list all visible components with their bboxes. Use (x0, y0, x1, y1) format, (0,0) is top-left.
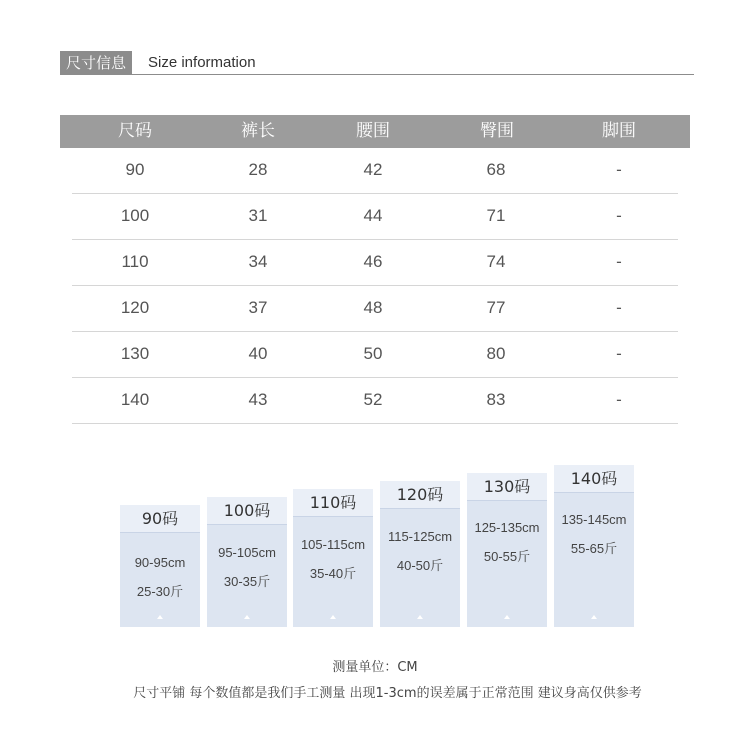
cell-ankle: - (616, 344, 622, 363)
size-card (467, 473, 547, 627)
cell-length: 40 (248, 344, 268, 363)
table-row (72, 148, 678, 194)
cell-size: 100 (120, 206, 150, 225)
cell-length: 28 (248, 160, 268, 179)
cell-ankle: - (616, 160, 622, 179)
table-row (72, 378, 678, 424)
cell-size: 110 (121, 252, 149, 271)
cell-waist: 52 (363, 390, 383, 409)
card-size-label: 140码 (554, 465, 634, 493)
cell-waist: 44 (363, 206, 383, 225)
cell-hip: 80 (486, 344, 506, 363)
section-tag: 尺寸信息 (60, 51, 132, 75)
table-row (72, 240, 678, 286)
card-height: 115-125cm (387, 529, 453, 544)
cell-length: 37 (248, 298, 268, 317)
card-size-label: 120码 (380, 481, 460, 509)
measurement-note: 尺寸平铺 每个数值都是我们手工测量 出现1-3cm的误差属于正常范围 建议身高仅供参考 (133, 686, 642, 701)
size-card (380, 481, 460, 627)
card-height: 125-135cm (474, 520, 540, 535)
card-weight: 40-50斤 (396, 558, 444, 573)
cell-waist: 46 (363, 252, 383, 271)
card-height: 135-145cm (561, 512, 627, 527)
triangle-icon (330, 615, 336, 619)
card-size-label: 130码 (467, 473, 547, 501)
card-size-label: 90码 (120, 505, 200, 533)
cell-size: 120 (120, 298, 150, 317)
card-size-label: 110码 (293, 489, 373, 517)
size-table (60, 115, 690, 424)
card-height: 105-115cm (300, 537, 366, 552)
triangle-icon (504, 615, 510, 619)
cell-hip: 77 (486, 298, 506, 317)
cell-size: 140 (120, 390, 150, 409)
cell-hip: 71 (486, 206, 506, 225)
section-header (60, 51, 694, 75)
size-card (293, 489, 373, 627)
cell-size: 130 (120, 344, 150, 363)
card-size-label: 100码 (207, 497, 287, 525)
card-weight: 25-30斤 (136, 584, 184, 599)
column-header-size: 尺码 (118, 121, 152, 141)
card-weight: 30-35斤 (223, 574, 271, 589)
triangle-icon (591, 615, 597, 619)
cell-waist: 48 (363, 298, 383, 317)
card-weight: 50-55斤 (483, 549, 531, 564)
table-header (60, 115, 690, 148)
header-divider (60, 74, 694, 75)
cell-hip: 83 (486, 390, 506, 409)
size-card (207, 497, 287, 627)
card-height: 95-105cm (218, 545, 276, 560)
triangle-icon (417, 615, 423, 619)
size-card (554, 465, 634, 627)
column-header-waist: 腰围 (356, 121, 390, 141)
card-height: 90-95cm (134, 555, 186, 570)
triangle-icon (244, 615, 250, 619)
column-header-length: 裤长 (241, 121, 275, 141)
cell-length: 43 (248, 390, 268, 409)
card-weight: 35-40斤 (309, 566, 357, 581)
column-header-hip: 臀围 (480, 121, 514, 141)
cell-length: 34 (248, 252, 268, 271)
cell-waist: 42 (363, 160, 383, 179)
cell-hip: 74 (486, 252, 506, 271)
section-title: Size information (148, 54, 256, 71)
column-header-ankle: 脚围 (602, 121, 636, 141)
cell-ankle: - (616, 252, 622, 271)
cell-size: 90 (125, 160, 145, 179)
table-row (72, 332, 678, 378)
cell-length: 31 (248, 206, 268, 225)
cell-waist: 50 (363, 344, 383, 363)
table-row (72, 286, 678, 332)
cell-hip: 68 (486, 160, 506, 179)
cell-ankle: - (616, 206, 622, 225)
cell-ankle: - (616, 298, 622, 317)
size-card (120, 505, 200, 627)
triangle-icon (157, 615, 163, 619)
cell-ankle: - (616, 390, 622, 409)
card-weight: 55-65斤 (570, 541, 618, 556)
measurement-unit: 测量单位：CM (332, 660, 418, 675)
table-row (72, 194, 678, 240)
